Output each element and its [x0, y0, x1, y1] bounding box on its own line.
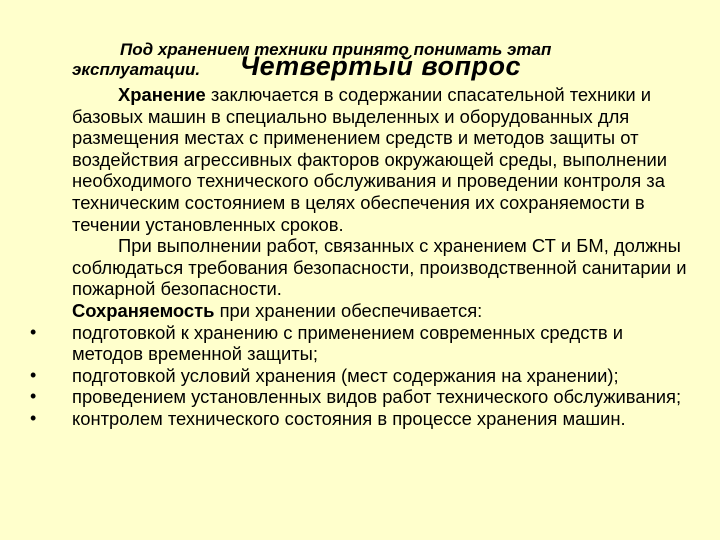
preservation-measures-list	[72, 322, 692, 430]
paragraph-1-text: заключается в содержании спасательной техники и базовых машин в специально выделенных и оборудованных для размещения местах с применением средств и методов защиты от воздействия агрессивных факторов окружающей среды, выполнении необходимого технического обслуживания и проведении контроля за техническим состоянием в целях обеспечения их сохраняемости в течении установленных сроков.	[72, 84, 668, 235]
term-preservation: Сохраняемость	[72, 299, 215, 321]
list-item: • контролем технического состояния в процессе хранения машин.	[72, 408, 692, 430]
paragraph-storage-definition	[72, 84, 692, 235]
term-storage: Хранение	[118, 84, 206, 105]
paragraph-3-text: при хранении обеспечивается:	[214, 299, 483, 321]
section-heading: Четвертый вопрос	[240, 51, 521, 81]
intro-line-1: Под хранением техники принято понимать этап	[120, 40, 552, 59]
list-item: • подготовкой условий хранения (мест содержания на хранении);	[72, 365, 692, 387]
paragraph-safety-requirements: При выполнении работ, связанных с хранением СТ и БМ, должны соблюдаться требования безопасности, производственной санитарии и пожарной безопасности.	[72, 235, 687, 300]
slide-body	[72, 84, 692, 430]
intro-line-2: эксплуатации.	[72, 60, 201, 79]
list-item: • проведением установленных видов работ технического обслуживания;	[72, 386, 692, 408]
paragraph-preservation	[72, 300, 692, 322]
list-item: • подготовкой к хранению с применением современных средств и методов временной защиты;	[72, 322, 692, 365]
